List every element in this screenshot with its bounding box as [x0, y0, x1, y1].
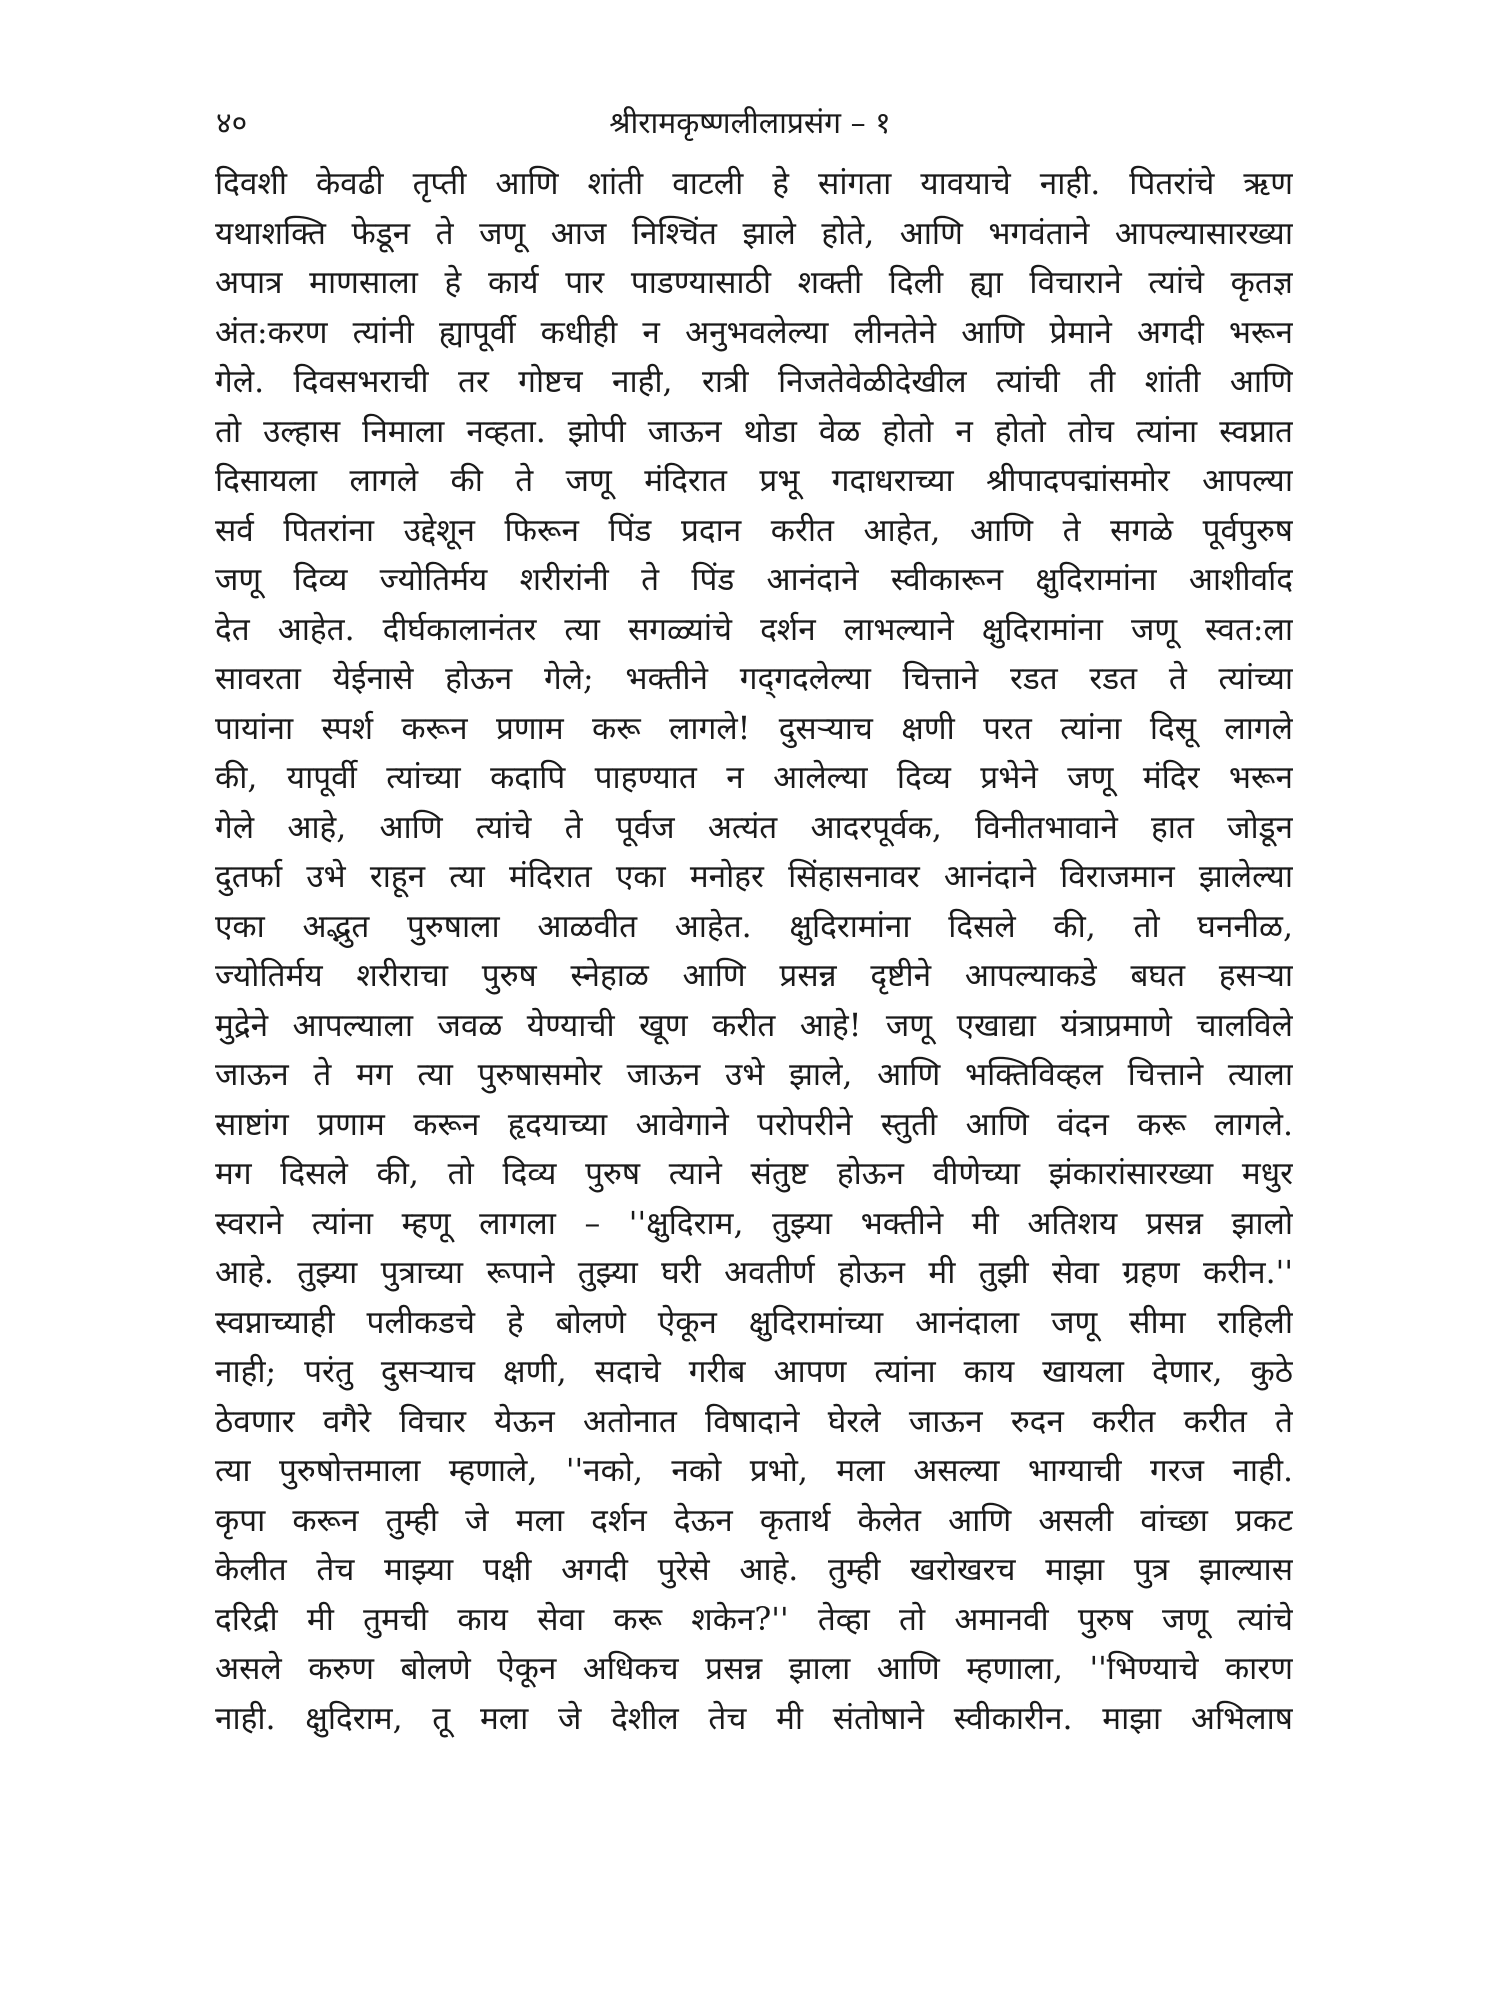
text-line: अंत:करण त्यांनी ह्यापूर्वी कधीही न अनुभवलेल्या लीनतेने आणि प्रेमाने अगदी भरून	[215, 314, 1293, 351]
text-line: दिसायला लागले की ते जणू मंदिरात प्रभू गदाधराच्या श्रीपादपद्मांसमोर आपल्या	[215, 463, 1293, 499]
text-line: स्वराने त्यांना म्हणू लागला – ''क्षुदिराम, तुझ्या भक्तीने मी अतिशय प्रसन्न झालो	[215, 1205, 1293, 1242]
text-line: एका अद्भुत पुरुषाला आळवीत आहेत. क्षुदिरामांना दिसले की, तो घननीळ,	[215, 908, 1293, 945]
text-line: त्या पुरुषोत्तमाला म्हणाले, ''नको, नको प्रभो, मला असल्या भाग्याची गरज नाही.	[215, 1453, 1293, 1489]
text-line: सर्व पितरांना उद्देशून फिरून पिंड प्रदान करीत आहेत, आणि ते सगळे पूर्वपुरुष	[215, 512, 1293, 549]
text-line: कृपा करून तुम्ही जे मला दर्शन देऊन कृतार्थ केलेत आणि असली वांच्छा प्रकट	[215, 1502, 1293, 1539]
text-line: दिवशी केवढी तृप्ती आणि शांती वाटली हे सांगता यावयाचे नाही. पितरांचे ऋण	[215, 166, 1293, 202]
body-text	[215, 160, 1293, 1744]
text-line: नाही. क्षुदिराम, तू मला जे देशील तेच मी संतोषाने स्वीकारीन. माझा अभिलाष	[215, 1700, 1293, 1737]
text-line: दुतर्फा उभे राहून त्या मंदिरात एका मनोहर सिंहासनावर आनंदाने विराजमान झालेल्या	[215, 859, 1293, 895]
text-line: गेले आहे, आणि त्यांचे ते पूर्वज अत्यंत आदरपूर्वक, विनीतभावाने हात जोडून	[215, 809, 1293, 846]
text-line: जणू दिव्य ज्योतिर्मय शरीरांनी ते पिंड आनंदाने स्वीकारून क्षुदिरामांना आशीर्वाद	[215, 562, 1293, 598]
text-line: नाही; परंतु दुसऱ्याच क्षणी, सदाचे गरीब आपण त्यांना काय खायला देणार, कुठे	[215, 1354, 1293, 1390]
text-line: यथाशक्ति फेडून ते जणू आज निश्चिंत झाले होते, आणि भगवंताने आपल्यासारख्या	[215, 215, 1293, 252]
text-line: तो उल्हास निमाला नव्हता. झोपी जाऊन थोडा वेळ होतो न होतो तोच त्यांना स्वप्नात	[215, 413, 1293, 450]
page-number: ४०	[216, 106, 248, 141]
text-line: की, यापूर्वी त्यांच्या कदापि पाहण्यात न आलेल्या दिव्य प्रभेने जणू मंदिर भरून	[215, 760, 1293, 796]
text-line: स्वप्नाच्याही पलीकडचे हे बोलणे ऐकून क्षुदिरामांच्या आनंदाला जणू सीमा राहिली	[215, 1304, 1293, 1341]
running-title: श्रीरामकृष्णलीलाप्रसंग – १	[609, 106, 891, 141]
text-line: असले करुण बोलणे ऐकून अधिकच प्रसन्न झाला आणि म्हणाला, ''भिण्याचे कारण	[215, 1651, 1293, 1687]
page-header	[210, 104, 1290, 154]
text-line: पायांना स्पर्श करून प्रणाम करू लागले! दुसऱ्याच क्षणी परत त्यांना दिसू लागले	[215, 710, 1293, 747]
text-line: जाऊन ते मग त्या पुरुषासमोर जाऊन उभे झाले, आणि भक्तिविव्हल चित्ताने त्याला	[215, 1057, 1293, 1093]
text-line: ठेवणार वगैरे विचार येऊन अतोनात विषादाने घेरले जाऊन रुदन करीत करीत ते	[215, 1403, 1293, 1440]
text-line: आहे. तुझ्या पुत्राच्या रूपाने तुझ्या घरी अवतीर्ण होऊन मी तुझी सेवा ग्रहण करीन.''	[215, 1255, 1293, 1291]
text-line: ज्योतिर्मय शरीराचा पुरुष स्नेहाळ आणि प्रसन्न दृष्टीने आपल्याकडे बघत हसऱ्या	[215, 958, 1293, 994]
text-line: अपात्र माणसाला हे कार्य पार पाडण्यासाठी शक्ती दिली ह्या विचाराने त्यांचे कृतज्ञ	[215, 265, 1293, 301]
text-line: गेले. दिवसभराची तर गोष्टच नाही, रात्री निजतेवेळीदेखील त्यांची ती शांती आणि	[215, 364, 1293, 400]
text-line: केलीत तेच माझ्या पक्षी अगदी पुरेसे आहे. तुम्ही खरोखरच माझा पुत्र झाल्यास	[215, 1552, 1293, 1588]
text-line: मुद्रेने आपल्याला जवळ येण्याची खूण करीत आहे! जणू एखाद्या यंत्राप्रमाणे चालविले	[215, 1007, 1293, 1044]
text-line: साष्टांग प्रणाम करून हृदयाच्या आवेगाने परोपरीने स्तुती आणि वंदन करू लागले.	[215, 1106, 1293, 1143]
text-line: दरिद्री मी तुमची काय सेवा करू शकेन?'' तेव्हा तो अमानवी पुरुष जणू त्यांचे	[215, 1601, 1293, 1638]
text-line: सावरता येईनासे होऊन गेले; भक्तीने गद्‌गदलेल्या चित्ताने रडत रडत ते त्यांच्या	[215, 661, 1293, 697]
text-line: मग दिसले की, तो दिव्य पुरुष त्याने संतुष्ट होऊन वीणेच्या झंकारांसारख्या मधुर	[215, 1156, 1293, 1192]
text-line: देत आहेत. दीर्घकालानंतर त्या सगळ्यांचे दर्शन लाभल्याने क्षुदिरामांना जणू स्वत:ला	[215, 611, 1293, 648]
